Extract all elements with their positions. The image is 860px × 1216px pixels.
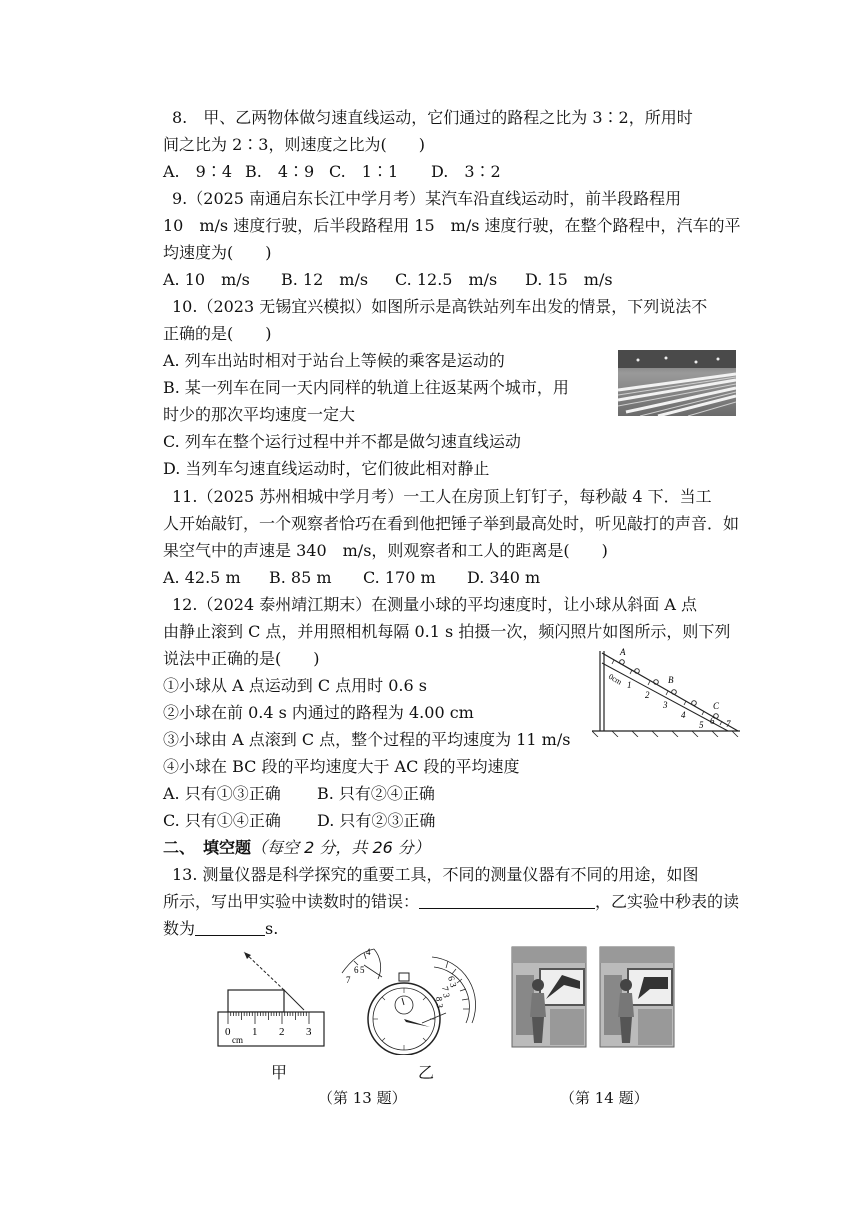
q10-line1: 10.（2023 无锡宜兴模拟）如图所示是高铁站列车出发的情景，下列说法不 xyxy=(172,297,708,316)
stopwatch-figure xyxy=(338,943,480,1055)
train-station-photo xyxy=(618,350,736,416)
q9-line1: 9.（2025 南通启东长江中学月考）某汽车沿直线运动时，前半段路程用 xyxy=(172,189,682,208)
q13-line3-suffix: s. xyxy=(265,919,279,938)
ruler-unit: cm xyxy=(232,1035,243,1045)
q13-line3 xyxy=(163,918,278,940)
q9-line2: 10 m/s 速度行驶，后半段路程用 15 m/s 速度行驶，在整个路程中，汽车的平 xyxy=(163,216,741,235)
q11-line1: 11.（2025 苏州相城中学月考）一工人在房顶上钉钉子，每秒敲 4 下．当工 xyxy=(172,487,712,506)
fig12-label-c: C xyxy=(713,701,720,711)
label-yi: 乙 xyxy=(418,1063,435,1082)
q13-line2-suffix: ，乙实验中秒表的读 xyxy=(595,892,740,911)
ruler-block-figure xyxy=(214,948,326,1048)
ruler-tick-2: 2 xyxy=(279,1026,285,1038)
svg-text:4: 4 xyxy=(366,947,371,957)
q11-line3: 果空气中的声速是 340 m/s，则观察者和工人的距离是( ) xyxy=(163,541,608,560)
q13-caption: （第 13 题） xyxy=(318,1089,407,1107)
q13-line2 xyxy=(163,891,739,913)
section-title: 二、 填空题 xyxy=(163,838,252,857)
ruler-tick-1: 1 xyxy=(252,1026,258,1038)
q10-option-b-line2: 时少的那次平均速度一定大 xyxy=(163,405,356,424)
svg-text:7 3: 7 3 xyxy=(440,985,452,999)
q12-option-a: A. 只有①③正确 xyxy=(163,784,281,803)
q8-line1: 8. 甲、乙两物体做匀速直线运动，它们通过的路程之比为 3∶2，所用时 xyxy=(172,108,693,127)
q12-line3: 说法中正确的是( ) xyxy=(163,649,320,668)
train-window-figure xyxy=(510,945,676,1049)
q12-option-d: D. 只有②③正确 xyxy=(317,811,436,830)
q11-line2: 人开始敲钉，一个观察者恰巧在看到他把锤子举到最高处时，听见敲打的声音．如 xyxy=(163,514,740,533)
q13-blank-1[interactable] xyxy=(419,892,595,909)
incline-ruler-figure xyxy=(592,645,742,737)
ruler-tick-0: 0 xyxy=(225,1026,231,1038)
fig12-tick-3: 3 xyxy=(663,700,668,710)
q10-line2: 正确的是( ) xyxy=(163,324,272,343)
q12-option-b: B. 只有②④正确 xyxy=(317,784,435,803)
q12-options-cd xyxy=(163,810,435,832)
q8-option-d: D. 3∶2 xyxy=(431,162,501,181)
q12-statement-1: ①小球从 A 点运动到 C 点用时 0.6 s xyxy=(163,676,427,695)
q12-statement-4: ④小球在 BC 段的平均速度大于 AC 段的平均速度 xyxy=(163,757,520,776)
q11-option-d: D. 340 m xyxy=(467,568,541,587)
svg-text:7: 7 xyxy=(346,975,351,985)
q10-option-a: A. 列车出站时相对于站台上等候的乘客是运动的 xyxy=(163,351,505,370)
q8-line2: 间之比为 2∶3，则速度之比为( ) xyxy=(163,135,425,154)
q13-line2-prefix: 所示，写出甲实验中读数时的错误： xyxy=(163,892,420,911)
q8-option-c: C. 1∶1 xyxy=(329,162,399,181)
svg-text:6 3: 6 3 xyxy=(446,974,459,989)
q14-caption: （第 14 题） xyxy=(560,1089,649,1107)
svg-text:6: 6 xyxy=(354,965,359,975)
q10-option-b-line1: B. 某一列车在同一天内同样的轨道上往返某两个城市，用 xyxy=(163,378,569,397)
fig12-label-a: A xyxy=(620,647,626,657)
svg-text:8 3: 8 3 xyxy=(434,996,445,1009)
svg-text:5: 5 xyxy=(360,965,365,975)
q9-option-b: B. 12 m/s xyxy=(281,270,369,289)
q13-blank-2[interactable] xyxy=(195,919,265,936)
q10-option-d: D. 当列车匀速直线运动时，它们彼此相对静止 xyxy=(163,459,490,478)
fig12-label-b: B xyxy=(668,675,674,685)
fig12-tick-4: 4 xyxy=(681,710,686,720)
q9-option-c: C. 12.5 m/s xyxy=(395,270,498,289)
fig12-unit: 0cm xyxy=(607,671,624,687)
section-note: （每空 2 分，共 26 分） xyxy=(251,838,430,857)
fig12-tick-5: 5 xyxy=(699,720,704,730)
q12-options-ab xyxy=(163,783,435,805)
q12-statement-3: ③小球由 A 点滚到 C 点，整个过程的平均速度为 11 m/s xyxy=(163,730,571,749)
q8-options xyxy=(163,161,501,183)
q11-option-b: B. 85 m xyxy=(269,568,332,587)
section-heading xyxy=(163,837,430,859)
fig12-tick-7: 7 xyxy=(726,719,731,729)
fig12-tick-2: 2 xyxy=(645,690,650,700)
q11-option-a: A. 42.5 m xyxy=(163,568,241,587)
q11-option-c: C. 170 m xyxy=(363,568,436,587)
q12-line1: 12.（2024 泰州靖江期末）在测量小球的平均速度时，让小球从斜面 A 点 xyxy=(172,595,697,614)
fig12-tick-1: 1 xyxy=(627,680,632,690)
q13-line3-prefix: 数为 xyxy=(163,919,196,938)
q11-options xyxy=(163,567,540,589)
q9-option-a: A. 10 m/s xyxy=(163,270,250,289)
q13-line1: 13. 测量仪器是科学探究的重要工具，不同的测量仪器有不同的用途，如图 xyxy=(172,865,699,884)
q10-option-c: C. 列车在整个运行过程中并不都是做匀速直线运动 xyxy=(163,432,521,451)
q12-statement-2: ②小球在前 0.4 s 内通过的路程为 4.00 cm xyxy=(163,703,474,722)
label-jia: 甲 xyxy=(271,1063,288,1082)
q9-line3: 均速度为( ) xyxy=(163,243,272,262)
q8-option-b: B. 4∶9 xyxy=(245,162,315,181)
ruler-tick-3: 3 xyxy=(306,1026,312,1038)
fig12-tick-6: 6 xyxy=(710,716,715,726)
q8-option-a: A. 9∶4 xyxy=(163,162,233,181)
q12-line2: 由静止滚到 C 点，并用照相机每隔 0.1 s 拍摄一次，频闪照片如图所示，则下列 xyxy=(163,622,731,641)
q12-option-c: C. 只有①④正确 xyxy=(163,811,281,830)
q9-option-d: D. 15 m/s xyxy=(525,270,613,289)
q9-options xyxy=(163,269,613,291)
